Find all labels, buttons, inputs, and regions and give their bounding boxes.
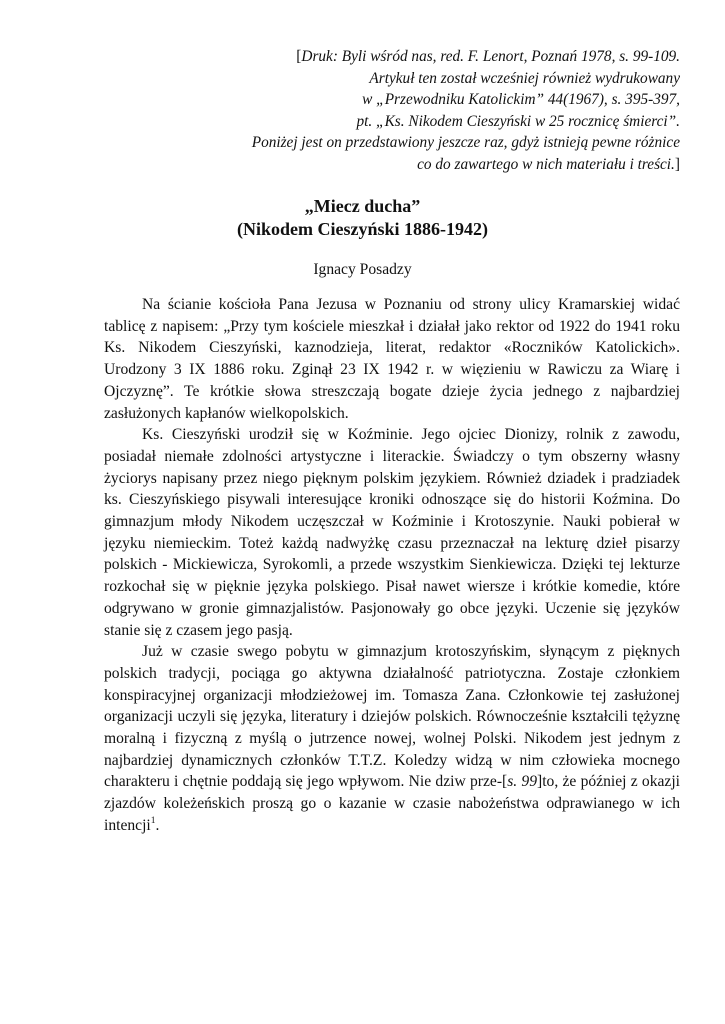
publication-note — [120, 46, 680, 175]
note-close-bracket: ] — [674, 155, 680, 173]
note-line-2: Artykuł ten został wcześniej również wydrukowany — [369, 69, 680, 87]
article-body — [104, 294, 680, 837]
paragraph-1: Na ścianie kościoła Pana Jezusa w Poznaniu od strony ulicy Kramarskiej widać tablicę z napisem: „Przy tym kościele mieszkał i działał jako rektor od 1922 do 1941 roku Ks. Nikodem Cieszyński, kaznodzieja, literat, redaktor «Roczników Katolickich». Urodzony 3 IX 1886 roku. Zginął 23 IX 1942 r. w więzieniu w Rawiczu za Wiarę i Ojczyznę”. Te krótkie słowa streszczają bogate dzieje życia jednego z najbardziej zasłużonych kapłanów wielkopolskich. — [104, 296, 680, 422]
article-author: Ignacy Posadzy — [313, 261, 412, 278]
note-line-5: Poniżej jest on przedstawiony jeszcze raz, gdyż istnieją pewne różnice — [251, 134, 680, 151]
article-title — [0, 195, 725, 241]
page-marker: s. 99 — [507, 773, 538, 791]
note-line-1 — [120, 46, 680, 68]
title-line-1: „Miecz ducha” — [304, 196, 421, 216]
title-line-2: (Nikodem Cieszyński 1886-1942) — [237, 219, 488, 239]
note-line-6-text: co do zawartego w nich materiału i treści. — [417, 155, 675, 173]
footnote-reference[interactable]: 1 — [150, 815, 156, 826]
note-line-1-text: Druk: Byli wśród nas, red. F. Lenort, Poznań 1978, s. 99-109. — [301, 48, 680, 65]
note-open-bracket: [ — [296, 48, 302, 65]
note-line-3: w „Przewodniku Katolickim” 44(1967), s. 395-397, — [362, 91, 680, 108]
paragraph-2: Ks. Cieszyński urodził się w Koźminie. Jego ojciec Dionizy, rolnik z zawodu, posiadał niemałe zdolności artystyczne i literackie. Świadczy o tym obszerny własny życiorys napisany przez niego pięknym polskim językiem. Również dziadek i pradziadek ks. Cieszyńskiego pisywali interesujące kroniki odnoszące się do historii Koźmina. Do gimnazjum młody Nikodem uczęszczał w Koźminie i Krotoszynie. Nauki pobierał w języku niemieckim. Toteż każdą nadwyżkę czasu przeznaczał na lekturę dzieł pisarzy polskich - Mickiewicza, Syrokomli, a przede wszystkim Sienkiewicza. Dzięki tej lekturze rozkochał się w pięknie języka polskiego. Pisał nawet wiersze i krótkie komedie, które odgrywano w gronie gimnazjalistów. Pasjonowały go obce języki. Uczenie się języków stanie się z czasem jego pasją. — [104, 426, 680, 639]
paragraph-3-continued: ]to, że później z okazji zjazdów koleżeńskich proszą go o kazanie w czasie nabożeństwa odprawianego w ich intencji — [104, 773, 680, 834]
note-line-6 — [120, 154, 680, 176]
paragraph-3 — [104, 641, 680, 836]
paragraph-3-text: Już w czasie swego pobytu w gimnazjum krotoszyńskim, słynącym z pięknych polskich tradycji, pociąga go aktywna działalność patriotyczna. Zostaje członkiem konspiracyjnej organizacji młodzieżowej im. Tomasza Zana. Członkowie tej zasłużonej organizacji uczyli się języka, literatury i dziejów polskich. Równocześnie kształcili tężyznę moralną i fizyczną z myślą o jutrzence nowej, wolnej Polski. Nikodem jest jednym z najbardziej dynamicznych członków T.T.Z. Koledzy widzą w nim człowieka mocnego charakteru i chętnie poddają się jego wpływom. Nie dziw prze-[ — [104, 643, 680, 791]
note-line-4: pt. „Ks. Nikodem Cieszyński w 25 rocznicę śmierci”. — [356, 112, 680, 130]
paragraph-3-end: . — [155, 816, 160, 834]
